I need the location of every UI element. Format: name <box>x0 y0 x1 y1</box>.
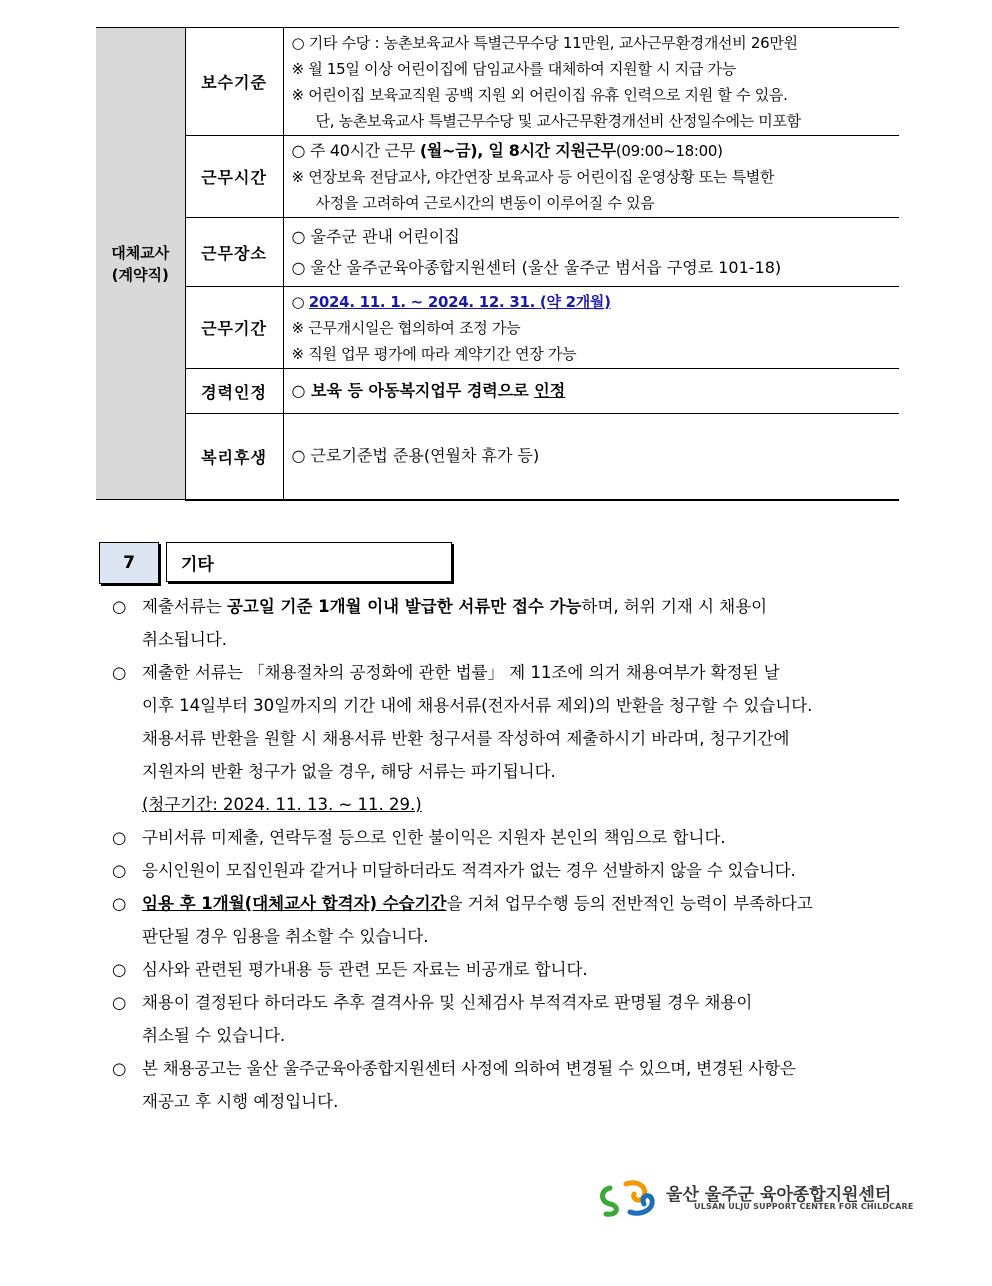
section-title: 기타 <box>166 542 452 582</box>
period-line-2: ※ 근무개시일은 협의하여 조정 가능 <box>291 318 521 337</box>
row-content-career <box>283 369 899 414</box>
period-line-1 <box>292 289 894 315</box>
note1-a: 제출서류는 <box>142 597 227 616</box>
hours-line-2: ※ 연장보육 전담교사, 야간연장 보육교사 등 어린이집 운영상황 또는 특별한 <box>291 167 775 186</box>
pay-line-3: ※ 어린이집 보육교직원 공백 지원 외 어린이집 유휴 인력으로 지원 할 수 있음. <box>291 85 788 104</box>
note8-b: 재공고 후 시행 예정입니다. <box>142 1092 339 1111</box>
row-content-welfare: ○ 근로기준법 준용(연월차 휴가 등) <box>283 414 899 500</box>
row-content-period <box>283 287 899 369</box>
place-line-1: ○ 울주군 관내 어린이집 <box>291 227 460 246</box>
hours-line-1 <box>292 138 894 164</box>
pay-line-2: ※ 월 15일 이상 어린이집에 담임교사를 대체하여 지원할 시 지급 가능 <box>291 59 736 78</box>
note5-b: 을 거쳐 업무수행 등의 전반적인 능력이 부족하다고 <box>446 894 813 913</box>
row-label-pay: 보수기준 <box>185 28 283 136</box>
list-item <box>112 887 898 953</box>
pay-line-4: 단, 농촌보육교사 특별근무수당 및 교사근무환경개선비 산정일수에는 미포함 <box>315 111 801 130</box>
circle-bullet-icon: ○ <box>112 663 127 682</box>
circle-bullet-icon: ○ <box>112 993 127 1012</box>
note5-c: 판단될 경우 임용을 취소할 수 있습니다. <box>142 927 429 946</box>
notes-list <box>112 590 898 1118</box>
list-item <box>112 821 898 854</box>
category-line-1: 대체교사 <box>111 243 170 262</box>
note4: 응시인원이 모집인원과 같거나 미달하더라도 적격자가 없는 경우 선발하지 않을 수 있습니다. <box>142 861 796 880</box>
section-number: 7 <box>99 542 159 584</box>
period-dates: 2024. 11. 1. ~ 2024. 12. 31. (약 2개월) <box>308 292 611 311</box>
hours-suffix: (09:00~18:00) <box>615 141 723 160</box>
hours-line-3: 사정을 고려하여 근로시간의 변동이 이루어질 수 있음 <box>315 193 655 212</box>
note1-b: 공고일 기준 1개월 이내 발급한 서류만 접수 가능 <box>226 597 582 616</box>
list-item <box>112 854 898 887</box>
place-line-2: ○ 울산 울주군육아종합지원센터 (울산 울주군 범서읍 구영로 101-18) <box>291 258 782 277</box>
period-marker: ○ <box>291 292 305 311</box>
note8-a: 본 채용공고는 울산 울주군육아종합지원센터 사정에 의하여 변경될 수 있으며, 변경된 사항은 <box>142 1059 796 1078</box>
note7-b: 취소될 수 있습니다. <box>142 1026 286 1045</box>
row-content-hours <box>283 136 899 218</box>
note2-r2: 이후 14일부터 30일까지의 기간 내에 채용서류(전자서류 제외)의 반환을 청구할 수 있습니다. <box>142 696 813 715</box>
row-label-welfare: 복리후생 <box>185 414 283 500</box>
hours-bold: (월~금), 일 8시간 지원근무 <box>419 140 616 160</box>
circle-bullet-icon: ○ <box>112 894 127 913</box>
list-item <box>112 986 898 1052</box>
category-cell <box>96 28 185 500</box>
note2-r1: 제출한 서류는 「채용절차의 공정화에 관한 법률」 제 11조에 의거 채용여부가 확정된 날 <box>142 663 780 682</box>
job-conditions-table <box>96 27 899 501</box>
note5-a: 임용 후 1개월(대체교사 합격자) 수습기간 <box>142 894 447 913</box>
row-label-place: 근무장소 <box>185 218 283 287</box>
career-text: ○ 보육 등 아동복지업무 경력으로 <box>291 381 535 400</box>
note6: 심사와 관련된 평가내용 등 관련 모든 자료는 비공개로 합니다. <box>142 960 588 979</box>
list-item <box>112 656 898 821</box>
period-line-3: ※ 직원 업무 평가에 따라 계약기간 연장 가능 <box>291 344 577 363</box>
row-label-hours: 근무시간 <box>185 136 283 218</box>
category-line-2: (계약직) <box>111 265 169 284</box>
list-item <box>112 953 898 986</box>
circle-bullet-icon: ○ <box>112 1059 127 1078</box>
list-item <box>112 1052 898 1118</box>
note1-d: 취소됩니다. <box>142 630 227 649</box>
note3: 구비서류 미제출, 연락두절 등으로 인한 불이익은 지원자 본인의 책임으로 합니다. <box>142 828 726 847</box>
note1-c: 하며, 허위 기재 시 채용이 <box>581 597 768 616</box>
circle-bullet-icon: ○ <box>112 960 127 979</box>
center-subtitle: ULSAN ULJU SUPPORT CENTER FOR CHILDCARE <box>694 1202 914 1211</box>
hours-prefix: ○ 주 40시간 근무 <box>291 140 420 160</box>
career-recognized: 인정 <box>534 381 566 400</box>
row-label-career: 경력인정 <box>185 369 283 414</box>
center-logo-icon <box>596 1178 666 1218</box>
circle-bullet-icon: ○ <box>112 597 127 616</box>
row-label-period: 근무기간 <box>185 287 283 369</box>
note7-a: 채용이 결정된다 하더라도 추후 결격사유 및 신체검사 부적격자로 판명될 경우 채용이 <box>142 993 753 1012</box>
row-content-pay <box>283 28 899 136</box>
note2-r4: 지원자의 반환 청구가 없을 경우, 해당 서류는 파기됩니다. <box>142 762 556 781</box>
row-content-place <box>283 218 899 287</box>
circle-bullet-icon: ○ <box>112 828 127 847</box>
logo-green-swirl <box>603 1188 617 1214</box>
list-item <box>112 590 898 656</box>
note2-r3: 채용서류 반환을 원할 시 채용서류 반환 청구서를 작성하여 제출하시기 바라며, 청구기간에 <box>142 729 790 748</box>
circle-bullet-icon: ○ <box>112 861 127 880</box>
pay-line-1: ○ 기타 수당 : 농촌보육교사 특별근무수당 11만원, 교사근무환경개선비 26만원 <box>291 33 798 52</box>
center-name: 울산 울주군 육아종합지원센터 <box>666 1185 892 1205</box>
note2-r5: (청구기간: 2024. 11. 13. ~ 11. 29.) <box>142 795 422 814</box>
